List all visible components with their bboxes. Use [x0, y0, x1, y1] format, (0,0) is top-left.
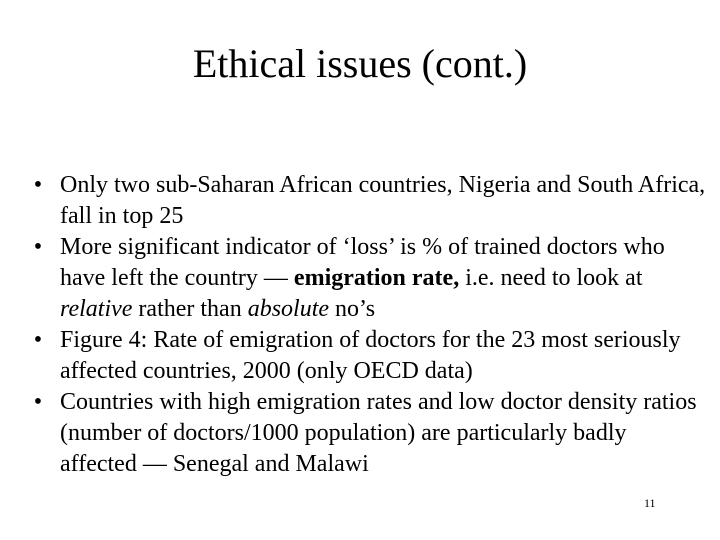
- bullet-icon: •: [33, 389, 43, 415]
- bullet-text: rather than: [132, 296, 248, 322]
- italic-term: absolute: [247, 296, 330, 322]
- bullet-icon: •: [33, 234, 43, 260]
- bullet-list: [28, 170, 708, 480]
- bullet-item: [28, 232, 708, 325]
- bullet-text: Figure 4: Rate of emigration of doctors for the 23 most seriously affected countries, 2000 (only OECD data): [60, 327, 681, 384]
- italic-term: relative: [60, 296, 133, 322]
- slide-title: Ethical issues (cont.): [192, 41, 528, 86]
- bullet-item: [28, 170, 708, 232]
- bullet-icon: •: [33, 327, 43, 353]
- bullet-text: Only two sub-Saharan African countries, Nigeria and South Africa, fall in top 25: [60, 172, 706, 229]
- bullet-text: i.e. need to look at: [459, 265, 643, 291]
- bullet-item: [28, 325, 708, 387]
- bullet-item: [28, 387, 708, 480]
- bullet-icon: •: [33, 172, 43, 198]
- bullet-text: More significant indicator of ‘loss’ is % of trained doctors who have left the country —: [60, 234, 665, 291]
- bullet-text: Countries with high emigration rates and low doctor density ratios (number of doctors/1000 population) are particularly badly affected — Senegal and Malawi: [60, 389, 697, 477]
- bold-term: emigration rate,: [293, 265, 460, 291]
- slide-number: 11: [644, 496, 656, 510]
- bullet-text: no’s: [329, 296, 376, 322]
